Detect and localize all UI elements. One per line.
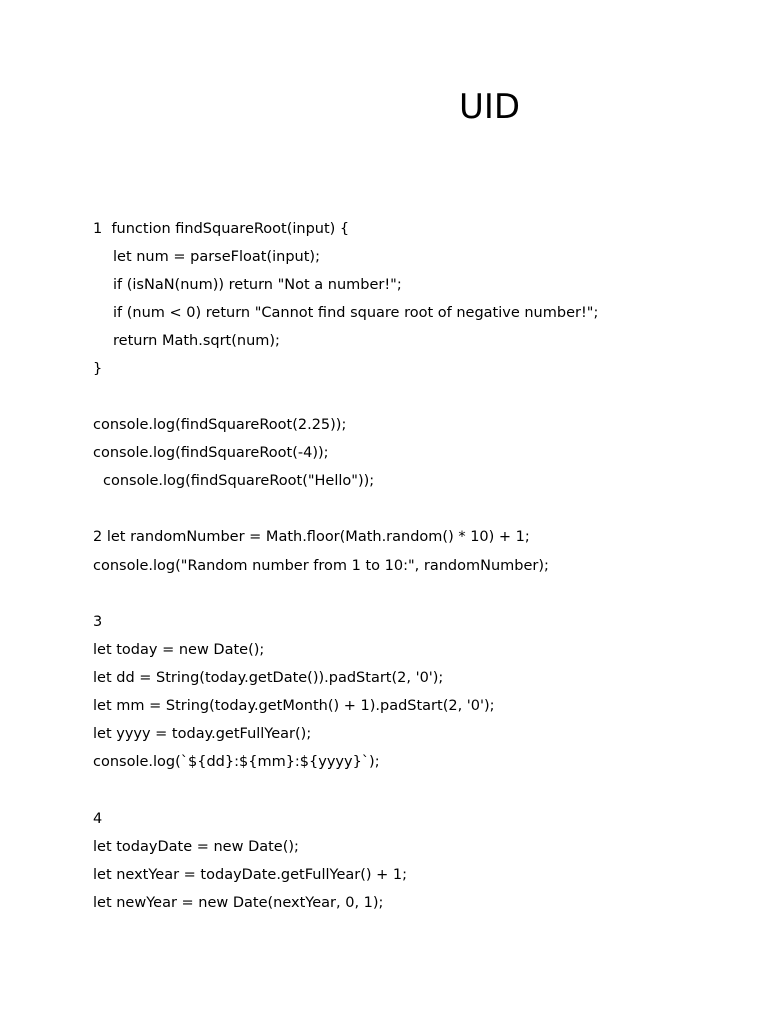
code-line: console.log("Random number from 1 to 10:", randomNumber);	[93, 558, 549, 574]
code-line: console.log(findSquareRoot(2.25));	[93, 417, 347, 433]
code-line: let yyyy = today.getFullYear();	[93, 726, 312, 742]
code-line: let num = parseFloat(input);	[113, 249, 320, 265]
code-line: 2 let randomNumber = Math.floor(Math.random() * 10) + 1;	[93, 529, 530, 545]
code-line: console.log(`${dd}:${mm}:${yyyy}`);	[93, 754, 380, 770]
code-line: let today = new Date();	[93, 642, 265, 658]
code-line: return Math.sqrt(num);	[113, 333, 280, 349]
code-line: console.log(findSquareRoot(-4));	[93, 445, 329, 461]
code-line: let nextYear = todayDate.getFullYear() + 1;	[93, 867, 408, 883]
code-line: }	[93, 361, 103, 377]
code-line: 1 function findSquareRoot(input) {	[93, 221, 350, 237]
code-line: console.log(findSquareRoot("Hello"));	[103, 473, 375, 489]
section-number: 4	[93, 811, 103, 827]
code-line: let mm = String(today.getMonth() + 1).padStart(2, '0');	[93, 698, 495, 714]
document-title: UID	[459, 87, 521, 127]
code-line: if (num < 0) return "Cannot find square root of negative number!";	[113, 305, 599, 321]
code-line: let newYear = new Date(nextYear, 0, 1);	[93, 895, 384, 911]
code-line: let todayDate = new Date();	[93, 839, 299, 855]
code-line: let dd = String(today.getDate()).padStart(2, '0');	[93, 670, 444, 686]
section-number: 3	[93, 614, 103, 630]
code-line: if (isNaN(num)) return "Not a number!";	[113, 277, 402, 293]
